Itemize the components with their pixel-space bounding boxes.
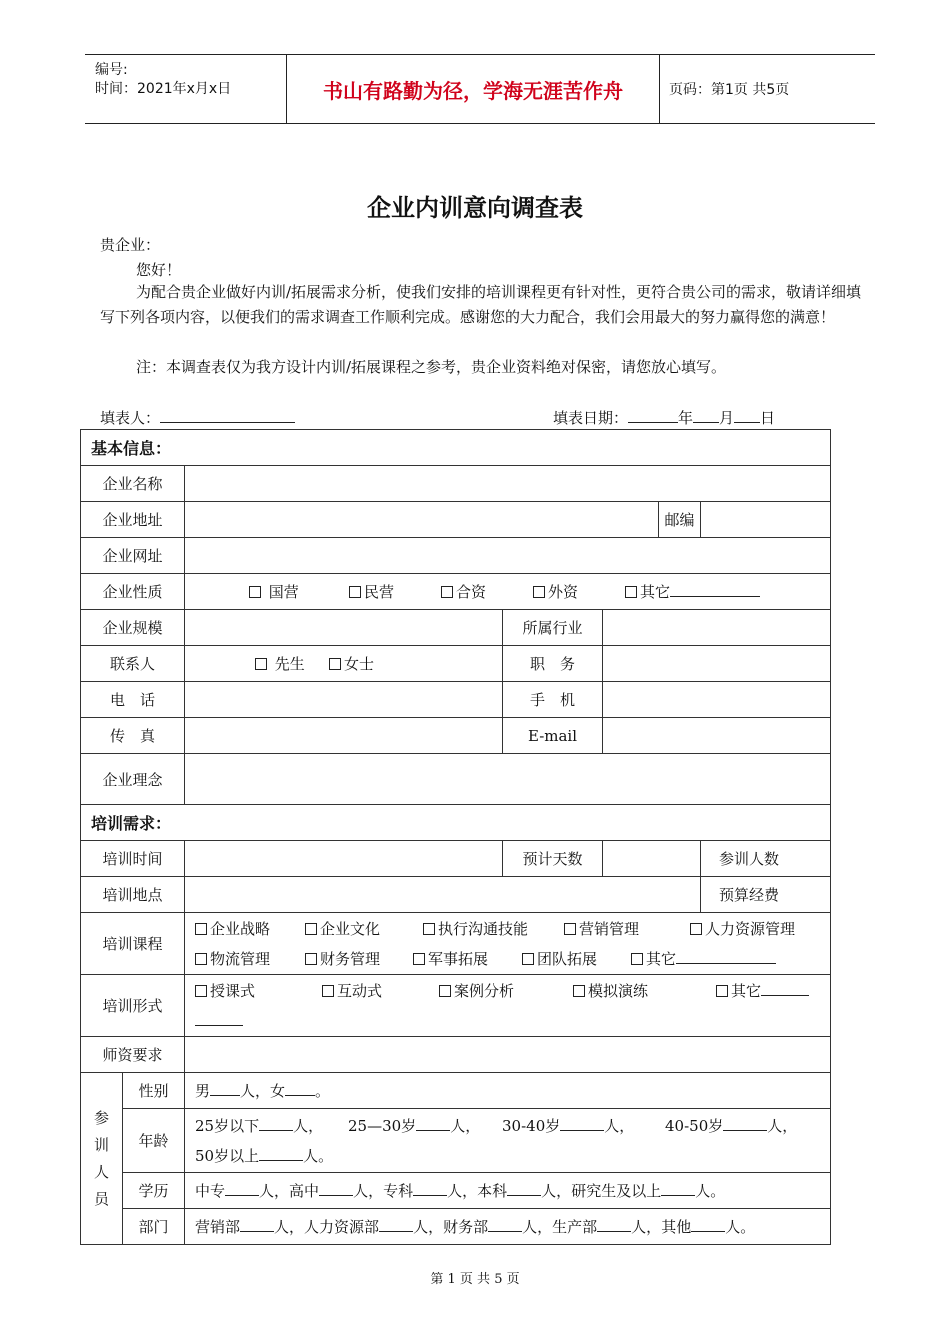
- month-input[interactable]: [693, 407, 719, 423]
- location-input[interactable]: [185, 877, 701, 913]
- nature-option[interactable]: [249, 577, 349, 607]
- intro-salutation: 贵企业：: [100, 236, 161, 254]
- checkbox-icon: [195, 985, 207, 997]
- courses-label: 培训课程: [81, 913, 185, 975]
- checkbox-icon: [349, 586, 361, 598]
- age-input[interactable]: [560, 1115, 604, 1131]
- edu-text: 本科: [477, 1181, 508, 1200]
- website-label: 企业网址: [81, 538, 185, 574]
- page-info: 页码：第1页 共5页: [669, 82, 790, 98]
- checkbox-icon: [305, 923, 317, 935]
- checkbox-icon: [441, 586, 453, 598]
- attendees-cell: [701, 841, 831, 877]
- filler-field: [100, 407, 295, 428]
- edu-input[interactable]: [507, 1180, 541, 1196]
- unit-label: 人: [274, 1217, 290, 1236]
- dept-text: 人力资源部: [304, 1217, 380, 1236]
- edu-input[interactable]: [225, 1180, 259, 1196]
- header-meta: [85, 55, 287, 123]
- edu-input[interactable]: [661, 1180, 695, 1196]
- age-group: 40-50岁 人，: [665, 1116, 798, 1135]
- age-row: 25岁以下 人， 25—30岁 人， 30-40岁 人， 40-50岁 人， 50岁以上 人。: [185, 1109, 831, 1173]
- section-training: 培训需求：: [81, 805, 831, 841]
- course-option[interactable]: [631, 944, 776, 974]
- course-option[interactable]: [195, 944, 305, 974]
- format-option[interactable]: [322, 976, 439, 1006]
- option-label: 执行沟通技能: [438, 919, 529, 938]
- nature-options: [185, 574, 831, 610]
- nature-option[interactable]: [533, 577, 625, 607]
- unit-label: 人: [695, 1181, 711, 1200]
- address-input[interactable]: [185, 502, 659, 538]
- option-label: 人力资源管理: [705, 919, 796, 938]
- option-label: 女士: [344, 654, 375, 673]
- page-title: 企业内训意向调查表: [367, 194, 583, 222]
- age-group: 25—30岁 人，: [348, 1116, 481, 1135]
- format-options: [185, 975, 831, 1037]
- number-label: 编号:: [95, 62, 128, 78]
- edu-text: 专科: [383, 1181, 414, 1200]
- male-label: 男: [195, 1081, 211, 1100]
- format-option[interactable]: [439, 976, 573, 1006]
- option-label: 合资: [456, 582, 487, 601]
- month-label: 月: [719, 409, 735, 427]
- age-text: 25—30岁: [348, 1116, 417, 1135]
- format-option[interactable]: [195, 976, 322, 1006]
- unit-label: 人: [725, 1217, 741, 1236]
- page-footer: 第 1 页 共 5 页: [430, 1272, 520, 1287]
- age-text: 25岁以下: [195, 1116, 260, 1135]
- fax-input[interactable]: [185, 718, 503, 754]
- contact-option[interactable]: [255, 649, 329, 679]
- phone-label: 电 话: [81, 682, 185, 718]
- dept-text: 其他: [661, 1217, 692, 1236]
- checkbox-icon: [625, 586, 637, 598]
- participants-label: [81, 1073, 123, 1245]
- company-name-label: 企业名称: [81, 466, 185, 502]
- training-time-input[interactable]: [185, 841, 503, 877]
- scale-label: 企业规模: [81, 610, 185, 646]
- note-text: 注：本调查表仅为我方设计内训/拓展课程之参考，贵企业资料绝对保密，请您放心填写。: [136, 358, 727, 376]
- dept-input[interactable]: [488, 1216, 522, 1232]
- contact-label: 联系人: [81, 646, 185, 682]
- dept-text: 生产部: [552, 1217, 598, 1236]
- mobile-label: 手 机: [503, 682, 603, 718]
- budget-label: 预算经费: [718, 886, 779, 904]
- teacher-label: 师资要求: [81, 1037, 185, 1073]
- option-label: 国营: [268, 582, 299, 601]
- checkbox-icon: [249, 586, 261, 598]
- contact-options: [185, 646, 503, 682]
- checkbox-icon: [631, 953, 643, 965]
- age-text: 50岁以上: [195, 1146, 260, 1165]
- position-label: 职 务: [503, 646, 603, 682]
- option-label: 模拟演练: [588, 981, 649, 1000]
- dept-text: 财务部: [443, 1217, 489, 1236]
- checkbox-icon: [255, 658, 267, 670]
- mobile-input[interactable]: [603, 682, 831, 718]
- attendees-label: 参训人数: [718, 850, 779, 868]
- edu-input[interactable]: [319, 1180, 353, 1196]
- days-input[interactable]: [603, 841, 701, 877]
- dept-input[interactable]: [240, 1216, 274, 1232]
- age-input[interactable]: [259, 1145, 303, 1161]
- format-label: 培训形式: [81, 975, 185, 1037]
- time-label: 时间：2021年x月x日: [95, 81, 232, 97]
- edu-text: 中专: [195, 1181, 226, 1200]
- year-input[interactable]: [628, 407, 678, 423]
- dept-row: 营销部 人，人力资源部 人，财务部 人，生产部 人，其他 人。: [185, 1209, 831, 1245]
- unit-label: 人: [293, 1116, 309, 1135]
- course-option[interactable]: [423, 914, 564, 944]
- edu-text: 高中: [289, 1181, 320, 1200]
- intro-note: [100, 355, 870, 380]
- edu-input[interactable]: [413, 1180, 447, 1196]
- date-label: 填表日期：: [553, 409, 629, 427]
- teacher-input[interactable]: [185, 1037, 831, 1073]
- other-input[interactable]: [761, 980, 809, 996]
- greeting-text: 您好！: [136, 261, 182, 279]
- dept-text: 营销部: [195, 1217, 241, 1236]
- address-label: 企业地址: [81, 502, 185, 538]
- training-time-label: 培训时间: [81, 841, 185, 877]
- industry-input[interactable]: [603, 610, 831, 646]
- intro-paragraph: [100, 280, 863, 330]
- postcode-label: 邮编: [659, 502, 701, 538]
- checkbox-icon: [305, 953, 317, 965]
- unit-label: 人: [353, 1181, 369, 1200]
- course-option[interactable]: [305, 944, 413, 974]
- philosophy-input[interactable]: [185, 754, 831, 805]
- course-option[interactable]: [522, 944, 631, 974]
- dept-label: 部门: [123, 1209, 185, 1245]
- days-label: 预计天数: [503, 841, 603, 877]
- edu-row: 中专 人，高中 人，专科 人，本科 人，研究生及以上 人。: [185, 1173, 831, 1209]
- option-label: 先生: [274, 654, 305, 673]
- contact-option[interactable]: [329, 649, 374, 679]
- course-option[interactable]: [195, 914, 305, 944]
- budget-cell: [701, 877, 831, 913]
- age-group: 30-40岁 人，: [502, 1116, 635, 1135]
- unit-label: 人: [450, 1116, 466, 1135]
- checkbox-icon: [195, 923, 207, 935]
- dept-input[interactable]: [379, 1216, 413, 1232]
- option-label: 财务管理: [320, 949, 381, 968]
- email-input[interactable]: [603, 718, 831, 754]
- option-label: 团队拓展: [537, 949, 598, 968]
- nature-option[interactable]: [349, 577, 441, 607]
- date-field: [553, 407, 775, 428]
- course-option[interactable]: [413, 944, 522, 974]
- unit-label: 人: [767, 1116, 783, 1135]
- option-label: 其它: [640, 582, 671, 601]
- other-input[interactable]: [670, 581, 760, 597]
- unit-label: 人: [240, 1081, 256, 1100]
- option-label: 企业战略: [210, 919, 271, 938]
- edu-label: 学历: [123, 1173, 185, 1209]
- age-input[interactable]: [723, 1115, 767, 1131]
- female-label: ，女: [255, 1081, 286, 1100]
- filler-input[interactable]: [160, 407, 295, 423]
- dept-input[interactable]: [597, 1216, 631, 1232]
- checkbox-icon: [329, 658, 341, 670]
- course-option[interactable]: [305, 914, 423, 944]
- option-label: 互动式: [337, 981, 383, 1000]
- scale-input[interactable]: [185, 610, 503, 646]
- option-label: 其它: [731, 981, 762, 1000]
- page-header: [85, 54, 875, 124]
- dept-input[interactable]: [691, 1216, 725, 1232]
- edu-text: 研究生及以上: [571, 1181, 662, 1200]
- age-input[interactable]: [416, 1115, 450, 1131]
- gender-row: [185, 1073, 831, 1109]
- nature-label: 企业性质: [81, 574, 185, 610]
- company-name-input[interactable]: [185, 466, 831, 502]
- unit-label: 人: [259, 1181, 275, 1200]
- option-label: 企业文化: [320, 919, 381, 938]
- male-input[interactable]: [210, 1080, 240, 1096]
- option-label: 民营: [364, 582, 395, 601]
- age-input[interactable]: [259, 1115, 293, 1131]
- section-basic: 基本信息：: [81, 430, 831, 466]
- checkbox-icon: [522, 953, 534, 965]
- position-input[interactable]: [603, 646, 831, 682]
- checkbox-icon: [413, 953, 425, 965]
- filler-label: 填表人：: [100, 409, 161, 427]
- checkbox-icon: [423, 923, 435, 935]
- motto: 书山有路勤为径，学海无涯苦作舟: [287, 55, 660, 123]
- nature-option[interactable]: [625, 577, 760, 607]
- option-label: 物流管理: [210, 949, 271, 968]
- female-input[interactable]: [285, 1080, 315, 1096]
- course-option[interactable]: [690, 914, 795, 944]
- age-label: 年龄: [123, 1109, 185, 1173]
- option-label: 军事拓展: [428, 949, 489, 968]
- paragraph-text: 为配合贵企业做好内训/拓展需求分析，使我们安排的培训课程更有针对性，更符合贵公司的需求，敬请详细填写下列各项内容，以便我们的需求调查工作顺利完成。感谢您的大力配合，我们会用最大的努力赢得您的满意！: [100, 283, 862, 326]
- day-label: 日: [760, 409, 776, 427]
- survey-table: [80, 429, 831, 1245]
- checkbox-icon: [690, 923, 702, 935]
- checkbox-icon: [716, 985, 728, 997]
- fax-label: 传 真: [81, 718, 185, 754]
- checkbox-icon: [573, 985, 585, 997]
- email-label: E-mail: [503, 718, 603, 754]
- unit-label: 人: [303, 1146, 319, 1165]
- year-label: 年: [678, 409, 694, 427]
- unit-label: 人: [522, 1217, 538, 1236]
- postcode-input[interactable]: [701, 502, 831, 538]
- checkbox-icon: [322, 985, 334, 997]
- course-option[interactable]: [564, 914, 690, 944]
- option-label: 授课式: [210, 981, 256, 1000]
- participants-char: 人: [93, 1162, 109, 1181]
- phone-input[interactable]: [185, 682, 503, 718]
- participants-char: 训: [93, 1135, 109, 1154]
- age-text: 30-40岁: [502, 1116, 561, 1135]
- unit-label: 人: [631, 1217, 647, 1236]
- checkbox-icon: [195, 953, 207, 965]
- participants-char: 参: [93, 1108, 109, 1127]
- unit-label: 人: [413, 1217, 429, 1236]
- format-option[interactable]: [573, 976, 716, 1006]
- checkbox-icon: [564, 923, 576, 935]
- participants-char: 员: [93, 1189, 109, 1208]
- location-label: 培训地点: [81, 877, 185, 913]
- courses-options: [185, 913, 831, 975]
- age-group: 25岁以下 人，: [195, 1116, 324, 1135]
- philosophy-label: 企业理念: [81, 754, 185, 805]
- nature-option[interactable]: [441, 577, 533, 607]
- age-text: 40-50岁: [665, 1116, 724, 1135]
- checkbox-icon: [533, 586, 545, 598]
- unit-label: 人: [447, 1181, 463, 1200]
- website-input[interactable]: [185, 538, 831, 574]
- option-label: 营销管理: [579, 919, 640, 938]
- unit-label: 人: [604, 1116, 620, 1135]
- unit-label: 人: [541, 1181, 557, 1200]
- option-label: 案例分析: [454, 981, 515, 1000]
- end-mark: 。: [315, 1081, 331, 1100]
- option-label: 外资: [548, 582, 579, 601]
- industry-label: 所属行业: [503, 610, 603, 646]
- day-input[interactable]: [734, 407, 760, 423]
- option-label: 其它: [646, 949, 677, 968]
- checkbox-icon: [439, 985, 451, 997]
- format-option[interactable]: [716, 976, 809, 1006]
- other-input-continued[interactable]: [195, 1010, 243, 1026]
- gender-label: 性别: [123, 1073, 185, 1109]
- other-input[interactable]: [676, 948, 776, 964]
